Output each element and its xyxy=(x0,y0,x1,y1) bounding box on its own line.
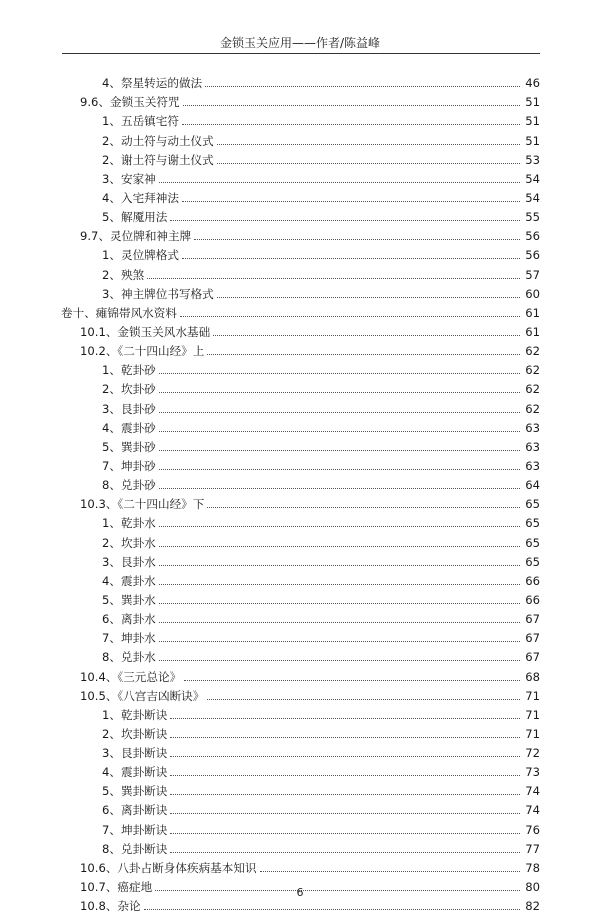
toc-entry[interactable] xyxy=(0,722,600,741)
toc-entry-page: 65 xyxy=(525,516,540,531)
toc-entry-page: 61 xyxy=(525,324,540,339)
table-of-contents xyxy=(0,71,600,913)
toc-entry[interactable] xyxy=(0,798,600,817)
dot-leader xyxy=(159,546,520,547)
toc-entry-page: 71 xyxy=(525,707,540,722)
toc-entry-label: 5、巽卦水 xyxy=(102,592,156,607)
toc-entry[interactable] xyxy=(0,837,600,856)
toc-entry-label: 8、兑卦砂 xyxy=(102,478,156,493)
toc-entry-label: 3、艮卦断诀 xyxy=(102,746,168,761)
dot-leader xyxy=(159,182,520,183)
toc-entry-label: 3、艮卦水 xyxy=(102,554,156,569)
dot-leader xyxy=(170,756,520,757)
toc-entry-page: 56 xyxy=(525,248,540,263)
dot-leader xyxy=(260,871,520,872)
dot-leader xyxy=(170,775,520,776)
dot-leader xyxy=(159,392,520,393)
dot-leader xyxy=(182,124,520,125)
toc-entry-page: 62 xyxy=(525,363,540,378)
toc-entry-label: 10.3、《二十四山经》下 xyxy=(80,497,205,512)
toc-entry-page: 74 xyxy=(525,803,540,818)
toc-entry-page: 53 xyxy=(525,152,540,167)
toc-entry[interactable] xyxy=(0,339,600,358)
toc-entry-label: 7、坤卦砂 xyxy=(102,458,156,473)
toc-entry-page: 71 xyxy=(525,726,540,741)
toc-entry[interactable] xyxy=(0,282,600,301)
toc-entry-label: 10.2、《二十四山经》上 xyxy=(80,344,205,359)
toc-entry[interactable] xyxy=(0,492,600,511)
toc-entry-page: 54 xyxy=(525,171,540,186)
toc-entry-label: 4、震卦断诀 xyxy=(102,765,168,780)
toc-entry[interactable] xyxy=(0,530,600,549)
toc-entry-label: 5、巽卦断诀 xyxy=(102,784,168,799)
toc-entry-label: 10.8、杂论 xyxy=(80,899,141,914)
dot-leader xyxy=(213,335,520,336)
toc-entry-label: 4、震卦水 xyxy=(102,573,156,588)
dot-leader xyxy=(217,163,520,164)
dot-leader xyxy=(170,813,520,814)
toc-entry-label: 9.7、灵位牌和神主牌 xyxy=(80,229,192,244)
toc-entry-label: 6、离卦断诀 xyxy=(102,803,168,818)
toc-entry[interactable] xyxy=(0,262,600,281)
toc-entry-label: 1、五岳镇宅符 xyxy=(102,114,179,129)
toc-entry-label: 8、兑卦水 xyxy=(102,650,156,665)
toc-entry-page: 62 xyxy=(525,401,540,416)
toc-entry[interactable] xyxy=(0,377,600,396)
toc-entry-label: 1、乾卦断诀 xyxy=(102,707,168,722)
page-number: 6 xyxy=(296,886,304,899)
dot-leader xyxy=(144,909,520,910)
dot-leader xyxy=(170,852,520,853)
dot-leader xyxy=(159,373,520,374)
dot-leader xyxy=(159,565,520,566)
dot-leader xyxy=(184,680,520,681)
toc-entry-label: 2、殃煞 xyxy=(102,267,145,282)
toc-entry[interactable] xyxy=(0,435,600,454)
dot-leader xyxy=(170,220,520,221)
dot-leader xyxy=(159,584,520,585)
toc-entry-label: 1、灵位牌格式 xyxy=(102,248,179,263)
dot-leader xyxy=(170,718,520,719)
dot-leader xyxy=(159,660,520,661)
toc-entry-page: 62 xyxy=(525,382,540,397)
toc-entry-page: 63 xyxy=(525,420,540,435)
dot-leader xyxy=(170,833,520,834)
toc-entry[interactable] xyxy=(0,109,600,128)
toc-entry[interactable] xyxy=(0,454,600,473)
dot-leader xyxy=(217,297,520,298)
dot-leader xyxy=(170,794,520,795)
dot-leader xyxy=(180,316,520,317)
dot-leader xyxy=(159,622,520,623)
toc-entry[interactable] xyxy=(0,760,600,779)
toc-entry-page: 66 xyxy=(525,592,540,607)
toc-entry[interactable] xyxy=(0,645,600,664)
toc-entry-page: 67 xyxy=(525,612,540,627)
toc-entry-page: 51 xyxy=(525,95,540,110)
toc-entry[interactable] xyxy=(0,128,600,147)
toc-entry-page: 51 xyxy=(525,114,540,129)
toc-entry[interactable] xyxy=(0,243,600,262)
toc-entry-label: 10.5、《八宫吉凶断诀》 xyxy=(80,688,205,703)
toc-entry-label: 1、乾卦水 xyxy=(102,516,156,531)
toc-entry-page: 61 xyxy=(525,305,540,320)
header-divider xyxy=(62,53,540,54)
dot-leader xyxy=(205,86,520,87)
toc-entry-page: 54 xyxy=(525,190,540,205)
toc-entry-label: 8、兑卦断诀 xyxy=(102,841,168,856)
dot-leader xyxy=(182,258,520,259)
page-header-title: 金锁玉关应用——作者/陈益峰 xyxy=(219,36,381,50)
toc-entry-label: 10.7、癌症地 xyxy=(80,880,153,895)
dot-leader xyxy=(159,431,520,432)
dot-leader xyxy=(194,239,520,240)
dot-leader xyxy=(159,469,520,470)
toc-entry-page: 67 xyxy=(525,631,540,646)
toc-entry-label: 2、坎卦断诀 xyxy=(102,726,168,741)
toc-entry-label: 10.6、八卦占断身体疾病基本知识 xyxy=(80,860,257,875)
toc-entry-label: 5、解魇用法 xyxy=(102,210,168,225)
toc-entry[interactable] xyxy=(0,511,600,530)
toc-entry[interactable] xyxy=(0,473,600,492)
dot-leader xyxy=(159,603,520,604)
toc-entry-label: 10.1、金锁玉关风水基础 xyxy=(80,324,211,339)
toc-entry-page: 65 xyxy=(525,554,540,569)
toc-entry-label: 7、坤卦水 xyxy=(102,631,156,646)
dot-leader xyxy=(217,144,520,145)
toc-entry-page: 71 xyxy=(525,688,540,703)
toc-entry-label: 3、安家神 xyxy=(102,171,156,186)
dot-leader xyxy=(159,412,520,413)
toc-entry[interactable] xyxy=(0,607,600,626)
toc-entry-page: 77 xyxy=(525,841,540,856)
toc-entry[interactable] xyxy=(0,358,600,377)
toc-entry-label: 10.4、《三元总论》 xyxy=(80,669,182,684)
toc-entry[interactable] xyxy=(0,396,600,415)
toc-entry-page: 65 xyxy=(525,535,540,550)
toc-entry-page: 51 xyxy=(525,133,540,148)
toc-entry[interactable] xyxy=(0,90,600,109)
dot-leader xyxy=(182,201,520,202)
toc-entry[interactable] xyxy=(0,664,600,683)
toc-entry-label: 卷十、瘫锦帯风水资料 xyxy=(61,305,177,320)
toc-entry[interactable] xyxy=(0,684,600,703)
toc-entry-page: 63 xyxy=(525,458,540,473)
toc-entry-page: 73 xyxy=(525,765,540,780)
dot-leader xyxy=(170,737,520,738)
toc-entry[interactable] xyxy=(0,320,600,339)
toc-entry-label: 5、巽卦砂 xyxy=(102,439,156,454)
toc-entry-page: 60 xyxy=(525,286,540,301)
toc-entry[interactable] xyxy=(0,626,600,645)
toc-entry[interactable] xyxy=(0,148,600,167)
dot-leader xyxy=(147,278,520,279)
toc-entry[interactable] xyxy=(0,588,600,607)
dot-leader xyxy=(159,526,520,527)
toc-entry-page: 62 xyxy=(525,344,540,359)
toc-entry[interactable] xyxy=(0,703,600,722)
dot-leader xyxy=(159,488,520,489)
dot-leader xyxy=(159,641,520,642)
toc-entry-page: 76 xyxy=(525,822,540,837)
toc-entry[interactable] xyxy=(0,416,600,435)
toc-entry-label: 9.6、金锁玉关符咒 xyxy=(80,95,180,110)
toc-entry-label: 4、祭星转运的做法 xyxy=(102,76,203,91)
toc-entry-page: 67 xyxy=(525,650,540,665)
toc-entry[interactable] xyxy=(0,550,600,569)
toc-entry[interactable] xyxy=(0,569,600,588)
toc-entry[interactable] xyxy=(0,301,600,320)
toc-entry-page: 74 xyxy=(525,784,540,799)
toc-entry[interactable] xyxy=(0,817,600,836)
dot-leader xyxy=(159,450,520,451)
toc-entry-label: 3、神主牌位书写格式 xyxy=(102,286,214,301)
toc-entry-label: 2、动土符与动土仪式 xyxy=(102,133,214,148)
toc-entry-label: 4、入宅拜神法 xyxy=(102,190,179,205)
toc-entry[interactable] xyxy=(0,224,600,243)
toc-entry-label: 7、坤卦断诀 xyxy=(102,822,168,837)
toc-entry[interactable] xyxy=(0,741,600,760)
toc-entry[interactable] xyxy=(0,205,600,224)
toc-entry-label: 2、坎卦水 xyxy=(102,535,156,550)
toc-entry-label: 2、坎卦砂 xyxy=(102,382,156,397)
dot-leader xyxy=(207,699,520,700)
toc-entry-page: 82 xyxy=(525,899,540,914)
toc-entry-page: 56 xyxy=(525,229,540,244)
toc-entry[interactable] xyxy=(0,856,600,875)
toc-entry[interactable] xyxy=(0,186,600,205)
dot-leader xyxy=(183,105,520,106)
toc-entry[interactable] xyxy=(0,71,600,90)
toc-entry[interactable] xyxy=(0,167,600,186)
dot-leader xyxy=(207,507,520,508)
toc-entry-page: 64 xyxy=(525,478,540,493)
toc-entry-page: 66 xyxy=(525,573,540,588)
toc-entry-page: 72 xyxy=(525,746,540,761)
toc-entry-page: 55 xyxy=(525,210,540,225)
toc-entry-page: 63 xyxy=(525,439,540,454)
toc-entry-label: 6、离卦水 xyxy=(102,612,156,627)
toc-entry-page: 46 xyxy=(525,76,540,91)
toc-entry-label: 3、艮卦砂 xyxy=(102,401,156,416)
toc-entry-page: 68 xyxy=(525,669,540,684)
toc-entry[interactable] xyxy=(0,779,600,798)
toc-entry-page: 65 xyxy=(525,497,540,512)
toc-entry-label: 1、乾卦砂 xyxy=(102,363,156,378)
toc-entry-label: 2、谢土符与谢土仪式 xyxy=(102,152,214,167)
toc-entry-page: 78 xyxy=(525,860,540,875)
toc-entry-page: 57 xyxy=(525,267,540,282)
toc-entry-page: 80 xyxy=(525,880,540,895)
dot-leader xyxy=(207,354,520,355)
toc-entry-label: 4、震卦砂 xyxy=(102,420,156,435)
